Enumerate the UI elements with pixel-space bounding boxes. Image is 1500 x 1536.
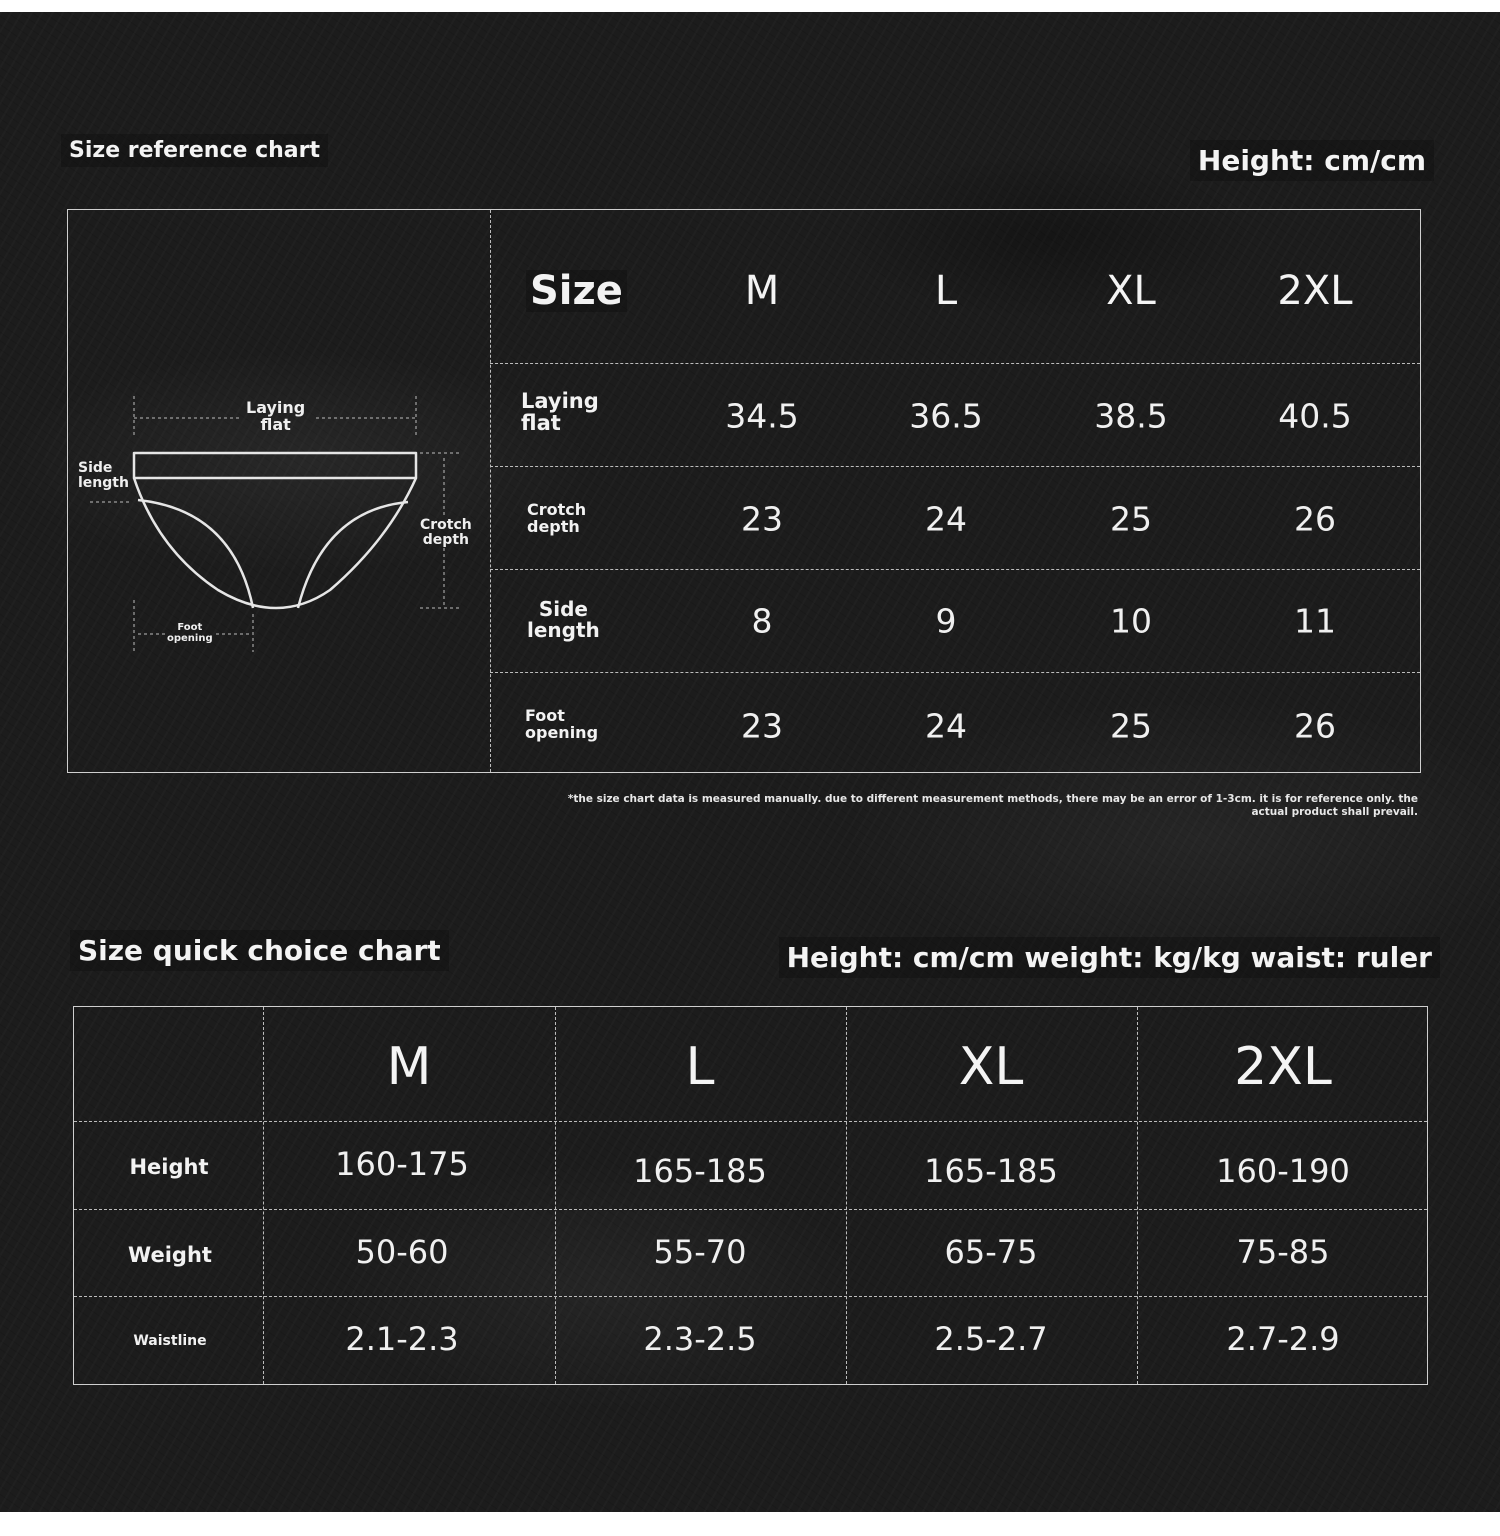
table-cell: 25 — [1110, 499, 1152, 539]
ref-size-2xl: 2XL — [1277, 268, 1353, 314]
ref-size-m: M — [744, 268, 780, 314]
table-cell: 2.1-2.3 — [345, 1320, 459, 1358]
briefs-outline-icon — [68, 210, 490, 774]
table-cell: 26 — [1294, 499, 1336, 539]
column-divider — [846, 1007, 847, 1384]
garment-diagram — [68, 210, 490, 774]
table-cell: 9 — [935, 601, 957, 641]
diagram-label-crotch-depth: Crotch depth — [420, 517, 472, 548]
table-cell: 25 — [1110, 706, 1152, 746]
quick-size-2xl: 2XL — [1234, 1037, 1332, 1097]
table-cell: 2.7-2.9 — [1226, 1320, 1340, 1358]
row-divider — [490, 569, 1420, 570]
table-cell: 36.5 — [909, 396, 983, 436]
ref-size-xl: XL — [1106, 268, 1156, 314]
size-header: Size — [526, 270, 627, 312]
row-label-crotch-depth: Crotch depth — [527, 500, 587, 536]
table-cell: 8 — [751, 601, 773, 641]
row-divider — [490, 363, 1420, 364]
table-cell: 160-175 — [335, 1145, 469, 1183]
quick-unit-note: Height: cm/cm weight: kg/kg waist: ruler — [779, 937, 1440, 978]
table-cell: 160-190 — [1216, 1152, 1350, 1190]
row-divider — [74, 1121, 1427, 1122]
table-cell: 26 — [1294, 706, 1336, 746]
row-divider — [490, 672, 1420, 673]
row-label-side-length: Side length — [527, 597, 600, 642]
table-cell: 165-185 — [924, 1152, 1058, 1190]
table-cell: 2.3-2.5 — [643, 1320, 757, 1358]
quick-size-l: L — [685, 1037, 715, 1097]
table-cell: 40.5 — [1278, 396, 1352, 436]
diagram-label-laying-flat: Laying flat — [246, 398, 306, 434]
table-cell: 165-185 — [633, 1152, 767, 1190]
disclaimer-note: *the size chart data is measured manually. due to different measurement methods, there may be an error of 1-3cm. it is for reference only. the actual product shall prevail. — [567, 793, 1418, 818]
table-cell: 65-75 — [944, 1233, 1038, 1271]
row-divider — [490, 466, 1420, 467]
size-chart-canvas — [0, 12, 1500, 1512]
diagram-label-side-length: Side length — [78, 460, 129, 491]
table-cell: 75-85 — [1236, 1233, 1330, 1271]
column-divider — [1137, 1007, 1138, 1384]
quick-chart-title: Size quick choice chart — [70, 930, 449, 971]
quick-size-xl: XL — [958, 1037, 1024, 1097]
row-divider — [74, 1296, 1427, 1297]
row-label-height: Height — [129, 1155, 209, 1179]
column-divider — [555, 1007, 556, 1384]
column-divider — [263, 1007, 264, 1384]
table-cell: 55-70 — [653, 1233, 747, 1271]
row-divider — [74, 1209, 1427, 1210]
table-cell: 34.5 — [725, 396, 799, 436]
table-cell: 23 — [741, 706, 783, 746]
size-quick-choice-table — [73, 1006, 1428, 1385]
table-cell: 11 — [1294, 601, 1336, 641]
reference-divider — [490, 210, 491, 772]
table-cell: 50-60 — [355, 1233, 449, 1271]
row-label-weight: Weight — [128, 1243, 212, 1267]
diagram-label-foot-opening: Foot opening — [167, 622, 213, 644]
reference-unit-note: Height: cm/cm — [1190, 140, 1434, 181]
table-cell: 38.5 — [1094, 396, 1168, 436]
row-label-waistline: Waistline — [133, 1333, 207, 1349]
table-cell: 24 — [925, 499, 967, 539]
table-cell: 24 — [925, 706, 967, 746]
quick-size-m: M — [386, 1037, 432, 1097]
table-cell: 10 — [1110, 601, 1152, 641]
reference-chart-title: Size reference chart — [61, 134, 328, 167]
row-label-laying-flat: Laying flat — [521, 389, 599, 436]
row-label-foot-opening: Foot opening — [525, 706, 599, 742]
ref-size-l: L — [934, 268, 958, 314]
size-reference-table — [67, 209, 1421, 773]
table-cell: 2.5-2.7 — [934, 1320, 1048, 1358]
table-cell: 23 — [741, 499, 783, 539]
